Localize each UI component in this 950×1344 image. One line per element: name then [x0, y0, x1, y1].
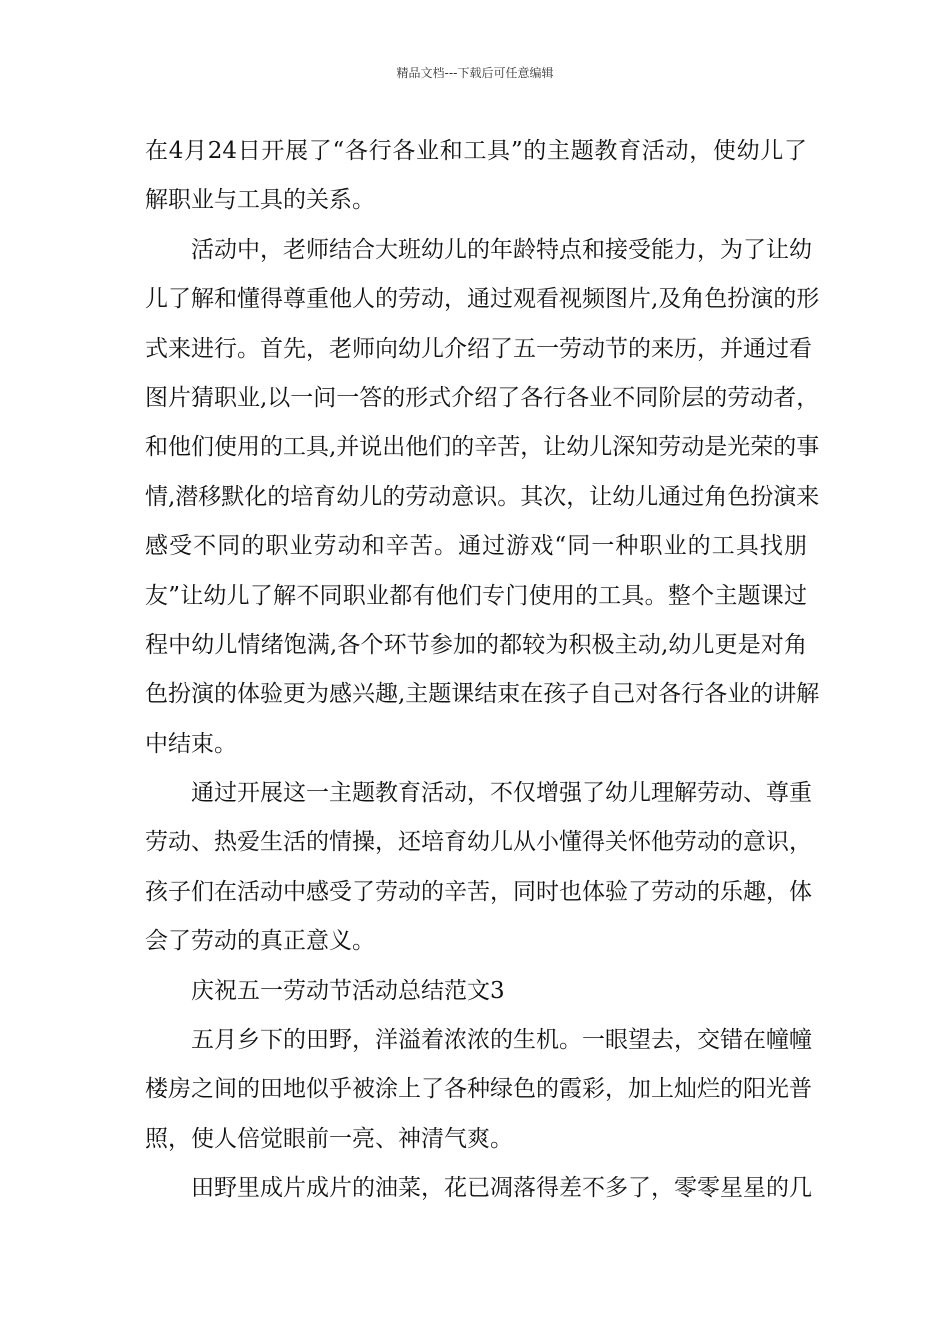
text-line: 楼房之间的田地似乎被涂上了各种绿色的霞彩，加上灿烂的阳光普	[145, 1076, 812, 1103]
document-body	[145, 130, 820, 1217]
text-line: 会了劳动的真正意义。	[145, 928, 375, 955]
page-header: 精品文档---下载后可任意编辑	[396, 66, 554, 80]
text-line: 儿了解和懂得尊重他人的劳动，通过观看视频图片,及角色扮演的形	[145, 286, 820, 313]
text-line: 在4月24日开展了“各行各业和工具”的主题教育活动，使幼儿了	[145, 138, 807, 164]
text-line: 程中幼儿情绪饱满,各个环节参加的都较为积极主动,幼儿更是对角	[145, 631, 807, 658]
text-line: 图片猜职业,以一问一答的形式介绍了各行各业不同阶层的劳动者，	[145, 384, 820, 411]
text-line: 通过开展这一主题教育活动，不仅增强了幼儿理解劳动、尊重	[191, 780, 812, 807]
text-line: 劳动、热爱生活的情操，还培育幼儿从小懂得关怀他劳动的意识，	[145, 829, 812, 856]
text-line: 庆祝五一劳动节活动总结范文3	[191, 977, 505, 1004]
text-line: 感受不同的职业劳动和辛苦。通过游戏“同一种职业的工具找朋	[145, 533, 807, 560]
text-line: 和他们使用的工具,并说出他们的辛苦，让幼儿深知劳动是光荣的事	[145, 434, 820, 461]
text-line: 解职业与工具的关系。	[145, 187, 375, 214]
text-line: 田野里成片成片的油菜，花已凋落得差不多了，零零星星的几	[191, 1175, 812, 1202]
text-line: 五月乡下的田野，洋溢着浓浓的生机。一眼望去，交错在幢幢	[191, 1027, 812, 1054]
text-line: 活动中，老师结合大班幼儿的年龄特点和接受能力，为了让幼	[191, 236, 812, 263]
text-line: 中结束。	[145, 730, 237, 757]
text-line: 孩子们在活动中感受了劳动的辛苦，同时也体验了劳动的乐趣，体	[145, 878, 812, 905]
text-line: 照，使人倍觉眼前一亮、神清气爽。	[145, 1125, 513, 1152]
text-line: 式来进行。首先，老师向幼儿介绍了五一劳动节的来历，并通过看	[145, 335, 812, 362]
text-line: 友”让幼儿了解不同职业都有他们专门使用的工具。整个主题课过	[145, 582, 807, 609]
text-line: 情,潜移默化的培育幼儿的劳动意识。其次，让幼儿通过角色扮演来	[145, 483, 820, 510]
text-line: 色扮演的体验更为感兴趣,主题课结束在孩子自己对各行各业的讲解	[145, 681, 820, 708]
